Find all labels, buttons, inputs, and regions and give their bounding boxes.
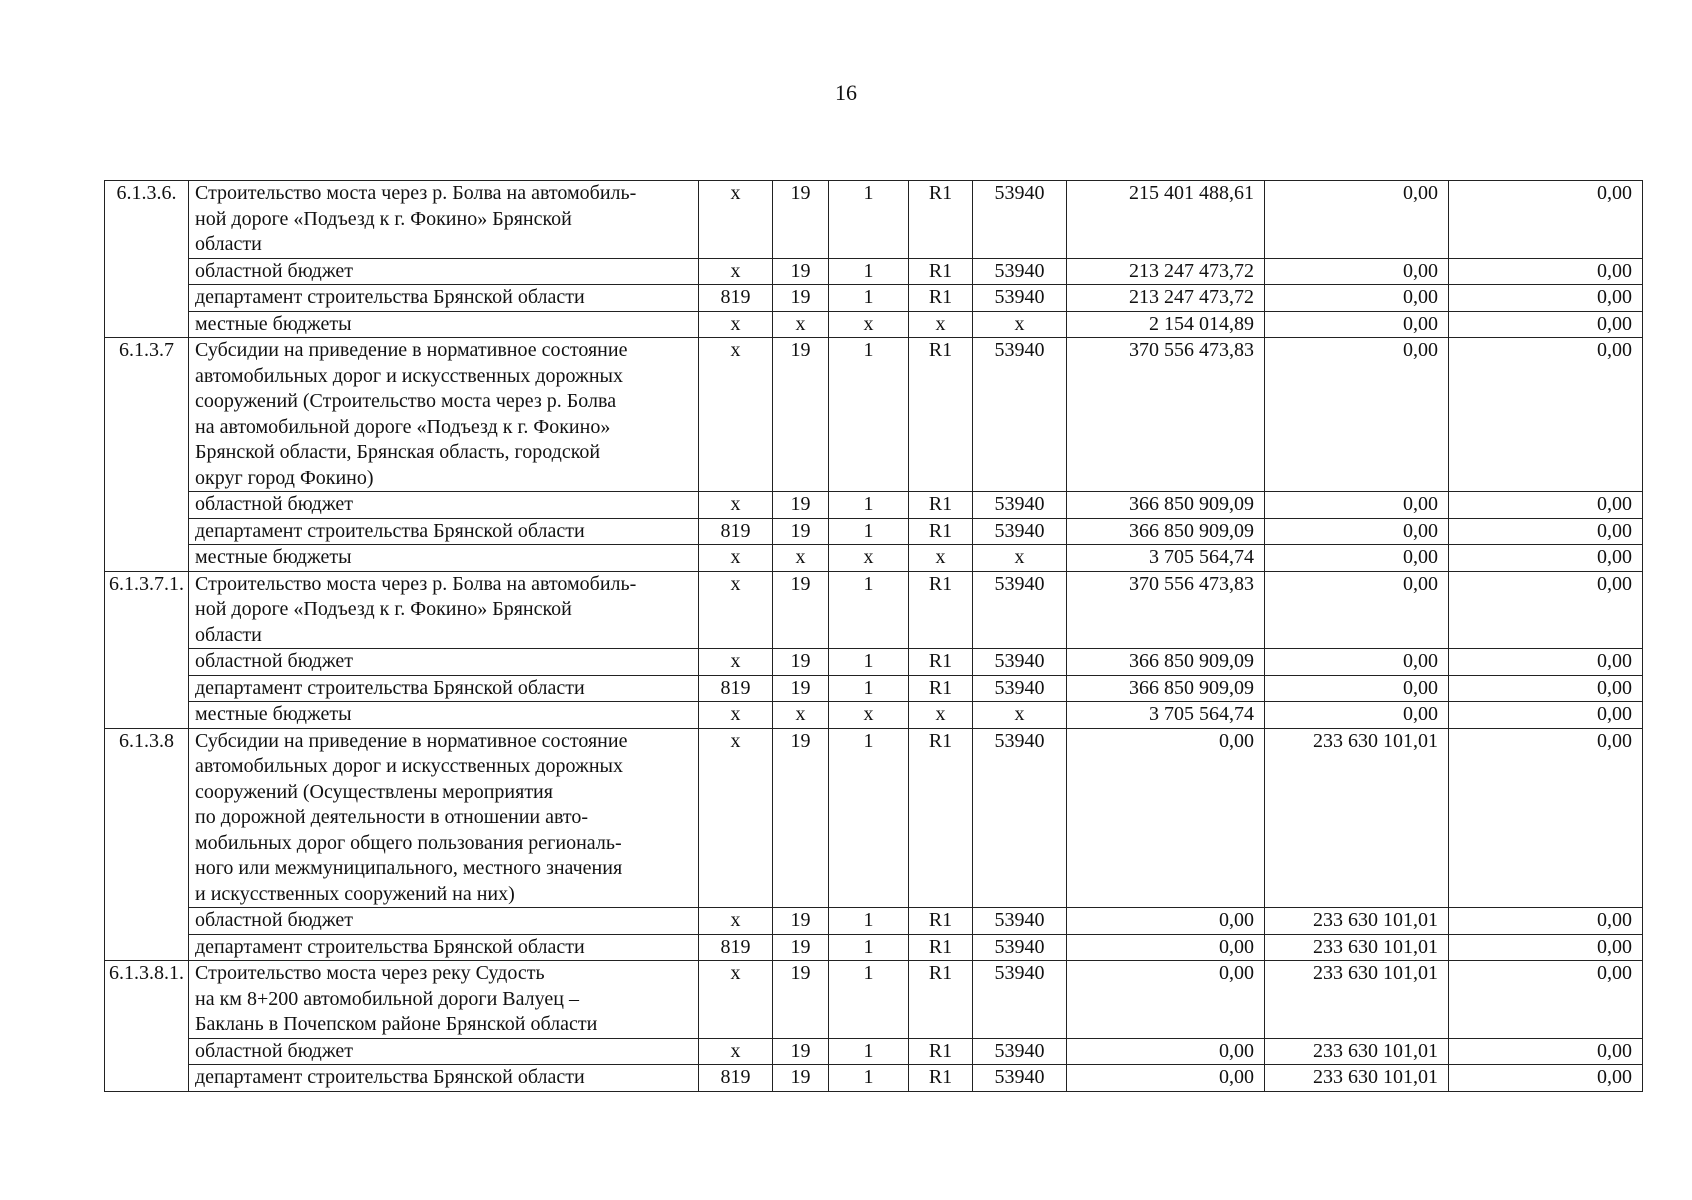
amount-cell-1: 0,00 (1067, 908, 1265, 935)
amount-cell-1: 366 850 909,09 (1067, 649, 1265, 676)
description-cell (189, 649, 699, 676)
amount-cell-3: 0,00 (1449, 934, 1643, 961)
description-line: ного или межмуниципального, местного значения (195, 857, 623, 879)
direction-code-cell: 53940 (973, 934, 1067, 961)
description-line: Строительство моста через р. Болва на автомобиль- (195, 572, 637, 595)
description-line: по дорожной деятельности в отношении авто- (195, 806, 589, 828)
amount-cell-3: 0,00 (1449, 702, 1643, 729)
item-number-cell: 6.1.3.8 (105, 728, 189, 961)
amount-cell-2: 233 630 101,01 (1265, 1065, 1449, 1092)
admin-code-cell: х (699, 649, 773, 676)
section-code-cell: х (773, 545, 829, 572)
table-row (105, 545, 1643, 572)
table-row (105, 1065, 1643, 1092)
item-number-cell: 6.1.3.6. (105, 181, 189, 338)
section-code-cell: 19 (773, 338, 829, 492)
amount-cell-3: 0,00 (1449, 1038, 1643, 1065)
amount-cell-2: 0,00 (1265, 518, 1449, 545)
subsection-code-cell: 1 (829, 728, 909, 908)
subsection-code-cell: 1 (829, 675, 909, 702)
amount-cell-2: 0,00 (1265, 675, 1449, 702)
description-cell (189, 728, 699, 908)
admin-code-cell: х (699, 492, 773, 519)
description-line: местные бюджеты (195, 703, 352, 725)
item-number-cell: 6.1.3.7 (105, 338, 189, 572)
subsection-code-cell: 1 (829, 908, 909, 935)
amount-cell-1: 370 556 473,83 (1067, 338, 1265, 492)
description-line: мобильных дорог общего пользования региональ- (195, 831, 622, 854)
admin-code-cell: х (699, 258, 773, 285)
table-row (105, 338, 1643, 492)
admin-code-cell: х (699, 702, 773, 729)
description-line: автомобильных дорог и искусственных дорожных (195, 364, 623, 387)
description-line: Субсидии на приведение в нормативное состояние (195, 339, 628, 361)
subsection-code-cell: 1 (829, 258, 909, 285)
table-row (105, 492, 1643, 519)
amount-cell-1: 215 401 488,61 (1067, 181, 1265, 259)
description-line: области (195, 233, 262, 255)
amount-cell-2: 233 630 101,01 (1265, 934, 1449, 961)
description-cell (189, 181, 699, 259)
amount-cell-3: 0,00 (1449, 728, 1643, 908)
admin-code-cell: 819 (699, 285, 773, 312)
amount-cell-1: 0,00 (1067, 934, 1265, 961)
amount-cell-2: 233 630 101,01 (1265, 908, 1449, 935)
amount-cell-1: 0,00 (1067, 961, 1265, 1039)
description-line: Строительство моста через р. Болва на автомобиль- (195, 182, 637, 204)
direction-code-cell: 53940 (973, 728, 1067, 908)
description-line: Брянской области, Брянская область, городской (195, 441, 601, 463)
description-line: на км 8+200 автомобильной дороги Валуец – (195, 987, 579, 1010)
description-cell (189, 545, 699, 572)
admin-code-cell: 819 (699, 675, 773, 702)
subsection-code-cell: 1 (829, 492, 909, 519)
table-row (105, 258, 1643, 285)
admin-code-cell: х (699, 1038, 773, 1065)
description-cell (189, 1038, 699, 1065)
description-line: областной бюджет (195, 1039, 354, 1062)
amount-cell-1: 370 556 473,83 (1067, 571, 1265, 649)
direction-code-cell: 53940 (973, 181, 1067, 259)
amount-cell-2: 0,00 (1265, 545, 1449, 572)
amount-cell-3: 0,00 (1449, 675, 1643, 702)
description-cell (189, 492, 699, 519)
section-code-cell: 19 (773, 518, 829, 545)
direction-code-cell: 53940 (973, 1038, 1067, 1065)
admin-code-cell: х (699, 961, 773, 1039)
amount-cell-1: 3 705 564,74 (1067, 702, 1265, 729)
subsection-code-cell: 1 (829, 518, 909, 545)
description-cell (189, 518, 699, 545)
program-code-cell: R1 (909, 1065, 973, 1092)
direction-code-cell: х (973, 545, 1067, 572)
program-code-cell: х (909, 311, 973, 338)
table-row (105, 934, 1643, 961)
amount-cell-1: 0,00 (1067, 1065, 1265, 1092)
table-row (105, 702, 1643, 729)
direction-code-cell: х (973, 311, 1067, 338)
section-code-cell: х (773, 702, 829, 729)
description-line: областной бюджет (195, 909, 354, 931)
subsection-code-cell: х (829, 545, 909, 572)
subsection-code-cell: 1 (829, 338, 909, 492)
amount-cell-3: 0,00 (1449, 338, 1643, 492)
admin-code-cell: х (699, 311, 773, 338)
direction-code-cell: 53940 (973, 571, 1067, 649)
subsection-code-cell: 1 (829, 571, 909, 649)
amount-cell-2: 0,00 (1265, 702, 1449, 729)
amount-cell-3: 0,00 (1449, 518, 1643, 545)
subsection-code-cell: 1 (829, 649, 909, 676)
description-line: местные бюджеты (195, 312, 352, 335)
description-cell (189, 961, 699, 1039)
page-number: 16 (835, 80, 857, 105)
section-code-cell: 19 (773, 492, 829, 519)
description-line: сооружений (Строительство моста через р. Болва (195, 390, 617, 412)
description-cell (189, 258, 699, 285)
program-code-cell: R1 (909, 728, 973, 908)
direction-code-cell: 53940 (973, 285, 1067, 312)
description-cell (189, 702, 699, 729)
table-row (105, 181, 1643, 259)
program-code-cell: R1 (909, 675, 973, 702)
amount-cell-3: 0,00 (1449, 908, 1643, 935)
amount-cell-2: 0,00 (1265, 571, 1449, 649)
budget-table-body (105, 181, 1643, 1092)
table-row (105, 311, 1643, 338)
table-row (105, 908, 1643, 935)
description-line: департамент строительства Брянской области (195, 676, 585, 699)
description-line: местные бюджеты (195, 546, 352, 568)
direction-code-cell: х (973, 702, 1067, 729)
amount-cell-3: 0,00 (1449, 492, 1643, 519)
amount-cell-2: 0,00 (1265, 285, 1449, 312)
amount-cell-1: 2 154 014,89 (1067, 311, 1265, 338)
section-code-cell: 19 (773, 728, 829, 908)
description-line: департамент строительства Брянской области (195, 519, 585, 542)
program-code-cell: х (909, 702, 973, 729)
description-cell (189, 1065, 699, 1092)
description-cell (189, 675, 699, 702)
amount-cell-2: 233 630 101,01 (1265, 1038, 1449, 1065)
section-code-cell: 19 (773, 571, 829, 649)
amount-cell-1: 213 247 473,72 (1067, 258, 1265, 285)
amount-cell-3: 0,00 (1449, 1065, 1643, 1092)
admin-code-cell: 819 (699, 934, 773, 961)
subsection-code-cell: 1 (829, 934, 909, 961)
amount-cell-1: 366 850 909,09 (1067, 675, 1265, 702)
program-code-cell: R1 (909, 571, 973, 649)
program-code-cell: R1 (909, 492, 973, 519)
amount-cell-2: 0,00 (1265, 338, 1449, 492)
description-cell (189, 571, 699, 649)
description-line: ной дороге «Подъезд к г. Фокино» Брянской (195, 598, 572, 620)
section-code-cell: 19 (773, 908, 829, 935)
amount-cell-1: 0,00 (1067, 1038, 1265, 1065)
amount-cell-2: 233 630 101,01 (1265, 728, 1449, 908)
admin-code-cell: х (699, 338, 773, 492)
admin-code-cell: 819 (699, 1065, 773, 1092)
amount-cell-2: 0,00 (1265, 181, 1449, 259)
table-row (105, 675, 1643, 702)
description-line: и искусственных сооружений на них) (195, 882, 515, 905)
section-code-cell: 19 (773, 675, 829, 702)
admin-code-cell: х (699, 728, 773, 908)
description-line: областной бюджет (195, 259, 354, 282)
admin-code-cell: 819 (699, 518, 773, 545)
program-code-cell: х (909, 545, 973, 572)
amount-cell-1: 3 705 564,74 (1067, 545, 1265, 572)
amount-cell-3: 0,00 (1449, 311, 1643, 338)
amount-cell-2: 0,00 (1265, 311, 1449, 338)
section-code-cell: 19 (773, 649, 829, 676)
description-line: департамент строительства Брянской области (195, 935, 585, 958)
amount-cell-3: 0,00 (1449, 181, 1643, 259)
subsection-code-cell: 1 (829, 1065, 909, 1092)
table-row (105, 518, 1643, 545)
description-line: автомобильных дорог и искусственных дорожных (195, 755, 623, 777)
amount-cell-3: 0,00 (1449, 649, 1643, 676)
direction-code-cell: 53940 (973, 1065, 1067, 1092)
description-line: Баклань в Почепском районе Брянской области (195, 1013, 598, 1035)
description-line: департамент строительства Брянской области (195, 1066, 585, 1088)
table-row (105, 649, 1643, 676)
description-line: ной дороге «Подъезд к г. Фокино» Брянской (195, 207, 572, 230)
subsection-code-cell: 1 (829, 961, 909, 1039)
item-number-cell: 6.1.3.8.1. (105, 961, 189, 1092)
description-cell (189, 908, 699, 935)
subsection-code-cell: 1 (829, 181, 909, 259)
description-line: Субсидии на приведение в нормативное состояние (195, 729, 628, 752)
description-cell (189, 934, 699, 961)
description-line: области (195, 623, 262, 646)
section-code-cell: 19 (773, 1065, 829, 1092)
section-code-cell: 19 (773, 181, 829, 259)
amount-cell-3: 0,00 (1449, 258, 1643, 285)
description-cell (189, 311, 699, 338)
amount-cell-3: 0,00 (1449, 285, 1643, 312)
subsection-code-cell: х (829, 311, 909, 338)
direction-code-cell: 53940 (973, 338, 1067, 492)
admin-code-cell: х (699, 545, 773, 572)
admin-code-cell: х (699, 181, 773, 259)
description-line: областной бюджет (195, 493, 354, 515)
table-row (105, 571, 1643, 649)
amount-cell-2: 0,00 (1265, 492, 1449, 519)
table-row (105, 961, 1643, 1039)
description-line: Строительство моста через реку Судость (195, 962, 545, 984)
section-code-cell: 19 (773, 961, 829, 1039)
program-code-cell: R1 (909, 908, 973, 935)
subsection-code-cell: 1 (829, 285, 909, 312)
program-code-cell: R1 (909, 181, 973, 259)
direction-code-cell: 53940 (973, 961, 1067, 1039)
amount-cell-1: 366 850 909,09 (1067, 518, 1265, 545)
subsection-code-cell: х (829, 702, 909, 729)
program-code-cell: R1 (909, 961, 973, 1039)
section-code-cell: х (773, 311, 829, 338)
description-line: округ город Фокино) (195, 466, 374, 489)
amount-cell-1: 213 247 473,72 (1067, 285, 1265, 312)
section-code-cell: 19 (773, 934, 829, 961)
description-cell (189, 285, 699, 312)
amount-cell-1: 366 850 909,09 (1067, 492, 1265, 519)
description-cell (189, 338, 699, 492)
direction-code-cell: 53940 (973, 492, 1067, 519)
item-number-cell: 6.1.3.7.1. (105, 571, 189, 728)
section-code-cell: 19 (773, 258, 829, 285)
description-line: областной бюджет (195, 650, 354, 672)
table-row (105, 1038, 1643, 1065)
description-line: департамент строительства Брянской области (195, 286, 585, 308)
admin-code-cell: х (699, 908, 773, 935)
table-row (105, 728, 1643, 908)
program-code-cell: R1 (909, 285, 973, 312)
direction-code-cell: 53940 (973, 518, 1067, 545)
direction-code-cell: 53940 (973, 649, 1067, 676)
description-line: на автомобильной дороге «Подъезд к г. Фокино» (195, 415, 611, 438)
table-row (105, 285, 1643, 312)
section-code-cell: 19 (773, 285, 829, 312)
program-code-cell: R1 (909, 934, 973, 961)
program-code-cell: R1 (909, 649, 973, 676)
section-code-cell: 19 (773, 1038, 829, 1065)
amount-cell-2: 233 630 101,01 (1265, 961, 1449, 1039)
amount-cell-2: 0,00 (1265, 258, 1449, 285)
program-code-cell: R1 (909, 338, 973, 492)
amount-cell-2: 0,00 (1265, 649, 1449, 676)
amount-cell-3: 0,00 (1449, 545, 1643, 572)
description-line: сооружений (Осуществлены мероприятия (195, 780, 553, 803)
direction-code-cell: 53940 (973, 675, 1067, 702)
program-code-cell: R1 (909, 1038, 973, 1065)
program-code-cell: R1 (909, 518, 973, 545)
direction-code-cell: 53940 (973, 908, 1067, 935)
amount-cell-3: 0,00 (1449, 571, 1643, 649)
direction-code-cell: 53940 (973, 258, 1067, 285)
budget-table (104, 180, 1643, 1092)
admin-code-cell: х (699, 571, 773, 649)
subsection-code-cell: 1 (829, 1038, 909, 1065)
amount-cell-1: 0,00 (1067, 728, 1265, 908)
program-code-cell: R1 (909, 258, 973, 285)
amount-cell-3: 0,00 (1449, 961, 1643, 1039)
